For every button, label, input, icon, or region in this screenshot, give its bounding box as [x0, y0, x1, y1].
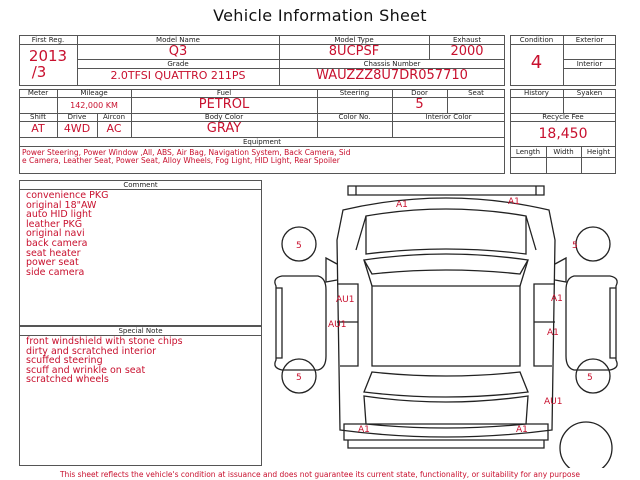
body-color-value: GRAY: [206, 121, 242, 136]
list-item: original 18"AW: [26, 199, 97, 211]
comment-list: [26, 191, 108, 277]
list-item: auto HID light: [26, 209, 92, 221]
height-label: Height: [586, 148, 611, 156]
model-type-label: Model Type: [334, 36, 374, 44]
mark-left-front-door: AU1: [336, 295, 355, 305]
list-item: convenience PKG: [26, 190, 109, 201]
model-name-label: Model Name: [156, 36, 200, 44]
drive-label: Drive: [67, 113, 87, 121]
mark-rear-bumper-left: A1: [358, 425, 370, 435]
mark-rear-right: AU1: [544, 397, 563, 407]
door-label: Door: [411, 89, 428, 97]
shift-label: Shift: [30, 113, 46, 121]
seat-label: Seat: [468, 89, 484, 97]
exterior-label: Exterior: [575, 36, 604, 44]
syaken-label: Syaken: [576, 89, 603, 97]
list-item: back camera: [26, 237, 88, 249]
width-label: Width: [553, 148, 574, 156]
fuel-label: Fuel: [216, 89, 232, 97]
exhaust-value: 2000: [450, 44, 484, 59]
recycle-fee-value: 18,450: [538, 126, 588, 142]
comment-label: Comment: [123, 181, 158, 189]
special-note-list: [26, 337, 183, 385]
grade-value: 2.0TFSI QUATTRO 211PS: [110, 69, 246, 82]
first-reg-year: 2013: [28, 47, 68, 65]
condition-value: 4: [530, 52, 543, 73]
mark-right-front-door: A1: [551, 294, 563, 304]
mark-right-rear-door: A1: [547, 328, 559, 338]
mileage-label: Mileage: [80, 89, 108, 97]
first-reg-label: First Reg.: [31, 36, 65, 44]
mark-front-right: A1: [508, 197, 520, 207]
list-item: scratched wheels: [26, 374, 109, 386]
interior-color-label: Interior Color: [425, 113, 472, 121]
steering-label: Steering: [339, 89, 370, 97]
disclaimer-footer: This sheet reflects the vehicle's condition at issuance and does not guarantee its current state, functionality, or suitability for any purpose: [59, 470, 581, 479]
first-reg-month: /3: [31, 63, 47, 81]
mark-wheel-front-right: 5: [572, 241, 578, 251]
exhaust-label: Exhaust: [452, 36, 482, 44]
sheet-title: Vehicle Information Sheet: [213, 6, 427, 25]
drive-value: 4WD: [63, 122, 91, 135]
list-item: scuffed steering: [26, 355, 103, 367]
fuel-value: PETROL: [198, 97, 250, 112]
equipment-label: Equipment: [243, 138, 281, 146]
mark-wheel-rear-right: 5: [587, 373, 593, 383]
list-item: seat heater: [26, 247, 81, 259]
list-item: power seat: [26, 257, 79, 269]
list-item: front windshield with stone chips: [26, 336, 183, 347]
meter-label: Meter: [27, 89, 49, 97]
mileage-value: 142,000 KM: [70, 101, 118, 110]
color-no-label: Color No.: [338, 113, 371, 121]
length-label: Length: [515, 148, 541, 156]
mark-rear-bumper-right: A1: [516, 425, 528, 435]
equipment-line-2: e Camera, Leather Seat, Power Seat, Alloy Wheels, Fog Light, HID Light, Rear Spoiler: [22, 156, 340, 165]
door-value: 5: [415, 97, 424, 112]
mark-wheel-rear-left: 5: [296, 373, 302, 383]
interior-label: Interior: [576, 60, 603, 68]
condition-label: Condition: [519, 36, 554, 44]
mark-left-rear-door: AU1: [328, 320, 347, 330]
shift-value: AT: [31, 122, 45, 135]
grade-label: Grade: [167, 60, 189, 68]
list-item: scuff and wrinkle on seat: [26, 364, 146, 376]
list-item: dirty and scratched interior: [26, 345, 157, 357]
list-item: side camera: [26, 266, 85, 278]
aircon-value: AC: [106, 122, 122, 135]
mark-wheel-front-left: 5: [296, 241, 302, 251]
equipment-line-1: Power Steering, Power Window ,All, ABS, Air Bag, Navigation System, Back Camera, Sid: [22, 148, 351, 157]
mark-front-left: A1: [396, 200, 408, 210]
body-color-label: Body Color: [204, 113, 244, 121]
aircon-label: Aircon: [102, 113, 126, 121]
model-name-value: Q3: [168, 44, 188, 59]
car-damage-diagram: [266, 180, 626, 468]
chassis-number-label: Chassis Number: [363, 60, 421, 68]
recycle-fee-label: Recycle Fee: [542, 113, 584, 121]
history-label: History: [524, 89, 549, 97]
chassis-number-value: WAUZZZ8U7DR057710: [316, 68, 468, 83]
list-item: original navi: [26, 228, 85, 240]
model-type-value: 8UCPSF: [328, 44, 380, 59]
special-note-label: Special Note: [118, 327, 163, 335]
list-item: leather PKG: [26, 218, 83, 230]
